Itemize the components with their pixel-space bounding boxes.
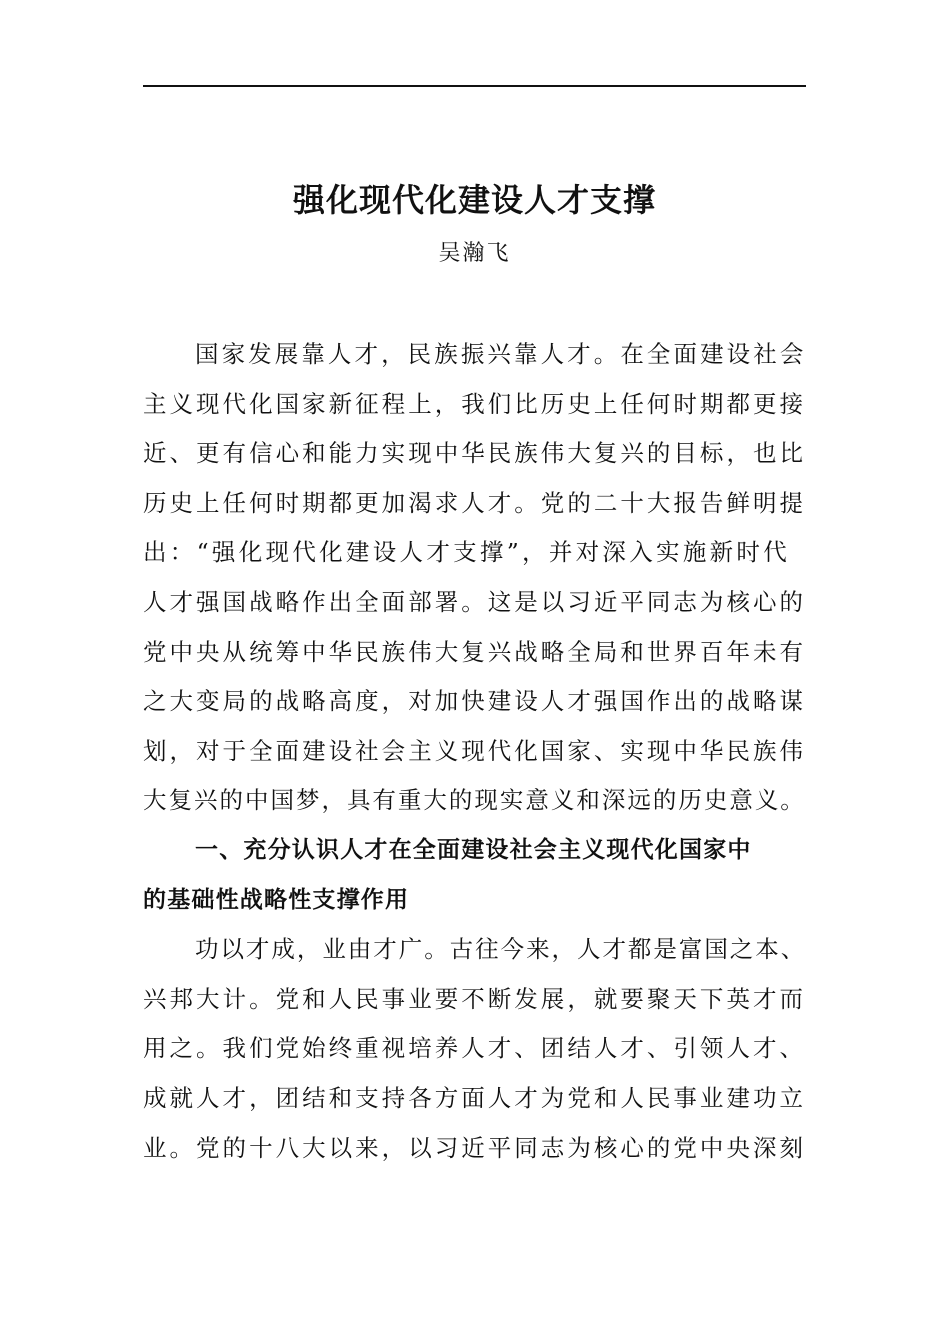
article-body	[143, 330, 806, 1173]
header-rule	[143, 85, 806, 87]
body-text-line: 划，对于全面建设社会主义现代化国家、实现中华民族伟	[143, 736, 806, 765]
article-author: 吴瀚飞	[438, 241, 511, 266]
article-title: 强化现代化建设人才支撑	[292, 181, 656, 219]
body-text-line: 党中央从统筹中华民族伟大复兴战略全局和世界百年未有	[143, 637, 806, 666]
body-text-line: 近、更有信心和能力实现中华民族伟大复兴的目标，也比	[143, 439, 806, 468]
body-text-line: 历史上任何时期都更加渴求人才。党的二十大报告鲜明提	[143, 488, 806, 517]
body-text-line: 兴邦大计。党和人民事业要不断发展，就要聚天下英才而	[143, 984, 806, 1013]
section-heading-line: 一、充分认识人才在全面建设社会主义现代化国家中	[195, 836, 752, 863]
body-text-line: 人才强国战略作出全面部署。这是以习近平同志为核心的	[143, 587, 806, 616]
body-text-line: 主义现代化国家新征程上，我们比历史上任何时期都更接	[143, 389, 806, 418]
body-text-line: 之大变局的战略高度，对加快建设人才强国作出的战略谋	[143, 687, 806, 716]
body-text-line: 成就人才，团结和支持各方面人才为党和人民事业建功立	[143, 1083, 806, 1112]
body-text-line: 用之。我们党始终重视培养人才、团结人才、引领人才、	[143, 1034, 806, 1063]
body-text-line: 业。党的十八大以来，以习近平同志为核心的党中央深刻	[143, 1133, 806, 1162]
body-text-line: 大复兴的中国梦，具有重大的现实意义和深远的历史意义。	[143, 786, 806, 815]
body-text-line: 功以才成，业由才广。古往今来，人才都是富国之本、	[195, 935, 807, 964]
body-text-line: 出：“强化现代化建设人才支撑”，并对深入实施新时代	[143, 538, 791, 567]
section-heading-line: 的基础性战略性支撑作用	[143, 886, 410, 913]
body-text-line: 国家发展靠人才，民族振兴靠人才。在全面建设社会	[195, 340, 807, 368]
